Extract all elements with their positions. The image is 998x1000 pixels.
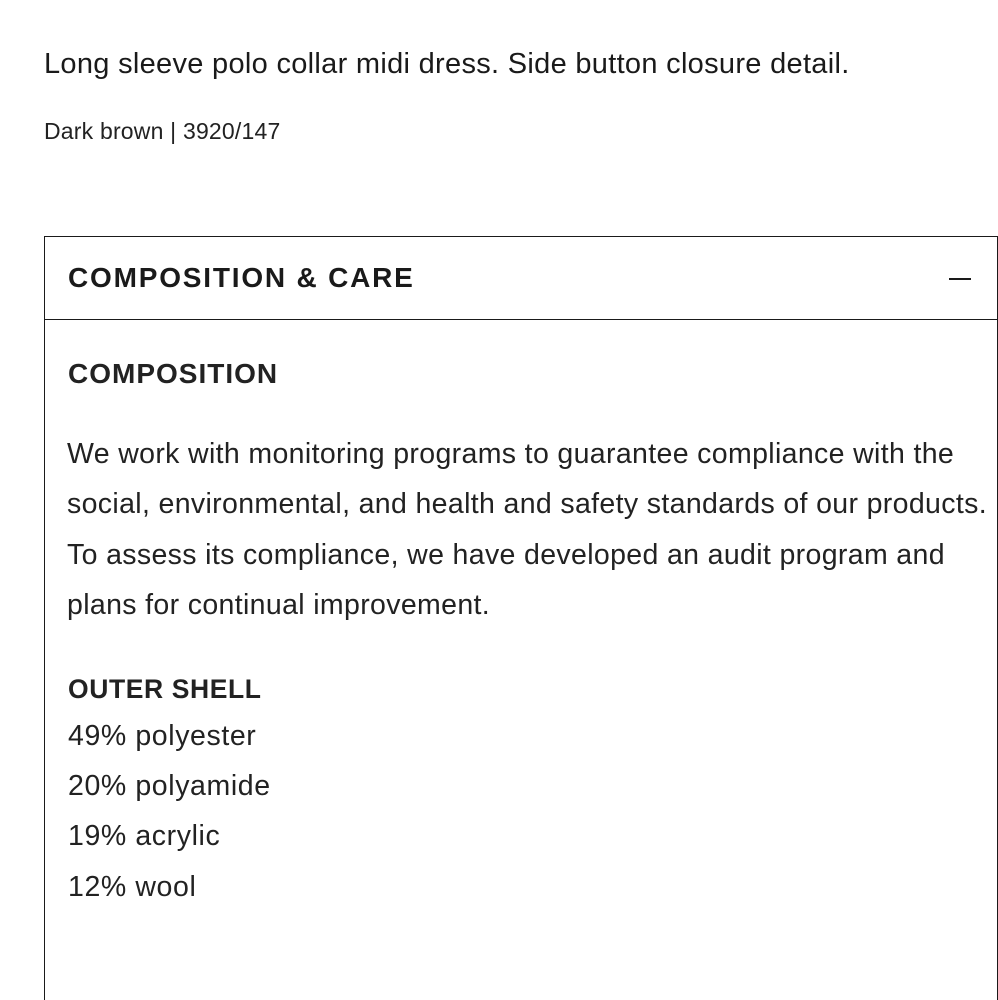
material-item-polyester: 49% polyester bbox=[68, 719, 257, 752]
composition-care-accordion-header[interactable] bbox=[45, 237, 997, 320]
product-description: Long sleeve polo collar midi dress. Side button closure detail. bbox=[44, 48, 850, 80]
composition-compliance-text: We work with monitoring programs to guarantee compliance with the social, environmental, and health and safety standards of our products. To assess its compliance, we have developed an audit program and plans for continual improvement. bbox=[67, 438, 987, 622]
accordion-content bbox=[45, 320, 997, 912]
minus-icon[interactable] bbox=[949, 278, 971, 280]
material-item-wool: 12% wool bbox=[68, 870, 197, 903]
composition-care-accordion bbox=[44, 236, 998, 1000]
composition-heading: COMPOSITION bbox=[68, 358, 279, 389]
outer-shell-heading: OUTER SHELL bbox=[68, 673, 262, 704]
material-item-polyamide: 20% polyamide bbox=[68, 770, 271, 803]
accordion-title: COMPOSITION & CARE bbox=[68, 262, 415, 293]
product-color-reference: Dark brown | 3920/147 bbox=[44, 118, 281, 144]
outer-shell-material-list bbox=[67, 711, 977, 913]
material-item-acrylic: 19% acrylic bbox=[68, 820, 221, 853]
